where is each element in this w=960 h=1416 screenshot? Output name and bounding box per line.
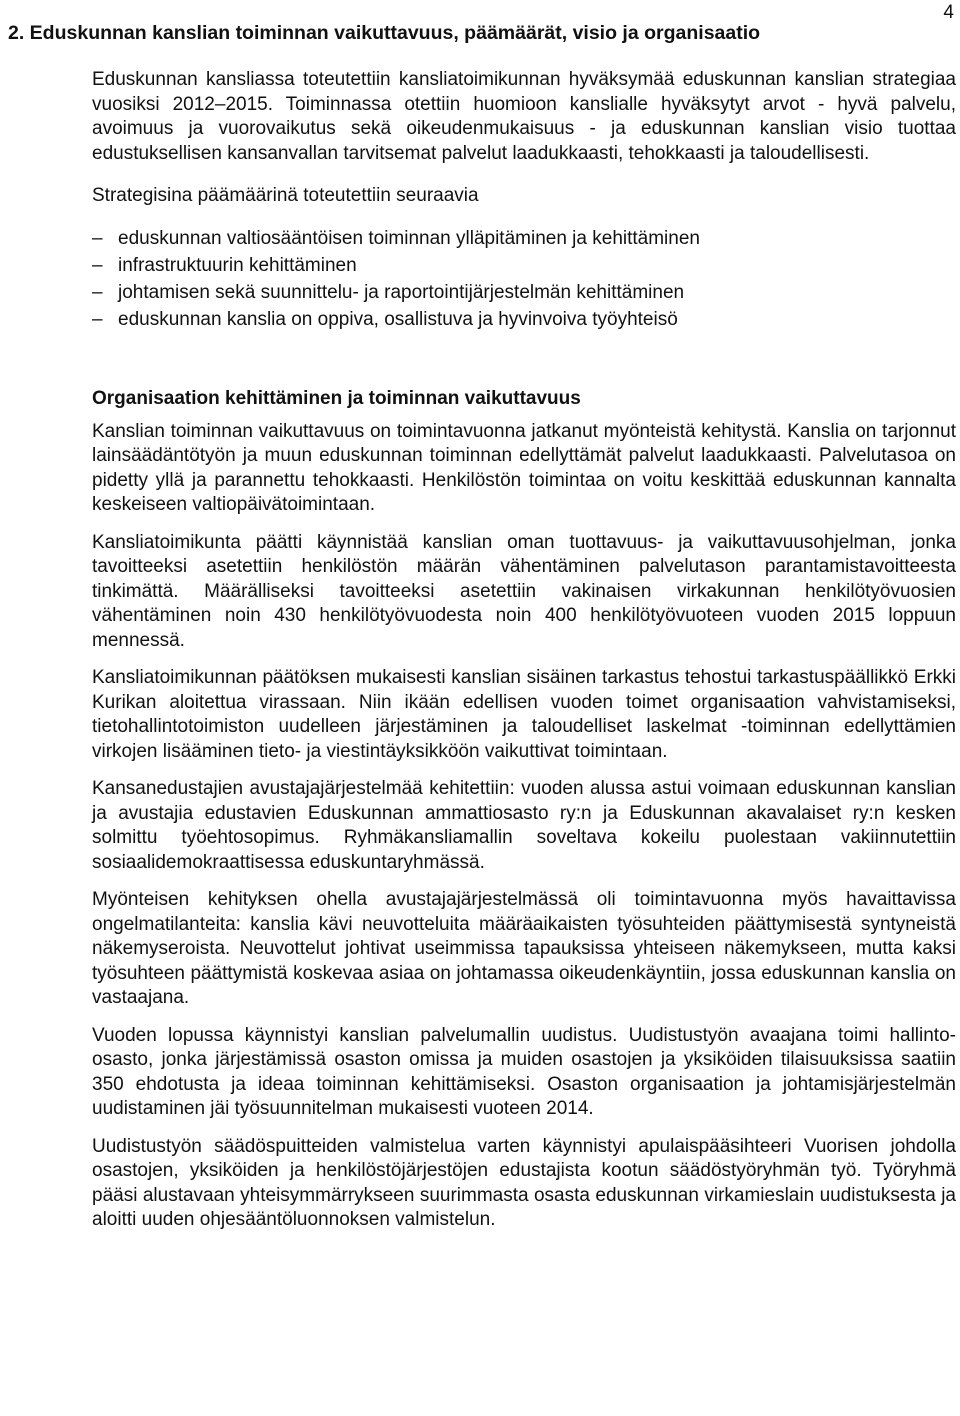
- list-item: [92, 279, 956, 306]
- list-item-text: eduskunnan valtiosääntöisen toiminnan ylläpitäminen ja kehittäminen: [118, 227, 700, 249]
- intro-paragraph: Eduskunnan kansliassa toteutettiin kansliatoimikunnan hyväksymää eduskunnan kanslian strategiaa vuosiksi 2012–2015. Toiminnassa otettiin huomioon kanslialle hyväksytyt arvot - hyvä palvelu, avoimuus ja vuorovaikutus sekä oikeudenmukaisuus - ja eduskunnan kanslian visio tuottaa edustuksellisen kansanvallan tarvitsemat palvelut laadukkaasti, tehokkaasti ja taloudellisesti.: [92, 69, 956, 164]
- list-item-text: johtamisen sekä suunnittelu- ja raportointijärjestelmän kehittäminen: [118, 281, 685, 303]
- body-paragraph: Kanslian toiminnan vaikuttavuus on toimintavuonna jatkanut myönteistä kehitystä. Kanslia on tarjonnut lainsäädäntötyön ja muun eduskunnan toiminnan edellyttämät palvelut laadukkaasti. Palvelutasoa on pidetty yllä ja parannettu tehokkaasti. Henkilöstön toimintaa on voitu keskittää eduskunnan kannalta keskeiseen valtiopäivätoimintaan.: [92, 420, 956, 515]
- page-number: 4: [943, 2, 954, 23]
- dash-bullet: –: [92, 281, 103, 303]
- list-item: [92, 225, 956, 252]
- chapter-heading: 2. Eduskunnan kanslian toiminnan vaikuttavuus, päämäärät, visio ja organisaatio: [8, 22, 761, 44]
- body-paragraph: Kansliatoimikunta päätti käynnistää kanslian oman tuottavuus- ja vaikuttavuusohjelman, jonka tavoitteeksi asetettiin henkilöstön määrän vähentäminen palvelutason parantamistavoitteesta tinkimättä. Määrälliseksi tavoitteeksi asetettiin vakinaisen virkakunnan henkilötyövuosien vähentäminen noin 430 henkilötyövuodesta noin 400 henkilötyövuoteen vuoden 2015 loppuun mennessä.: [92, 531, 956, 651]
- body-paragraph: Myönteisen kehityksen ohella avustajajärjestelmässä oli toimintavuonna myös havaittavissa ongelmatilanteita: kanslia kävi neuvotteluita määräaikaisten työsuhteiden päättymisestä syntyneistä näkemyseroista. Neuvottelut johtivat useimmissa tapauksissa yhteiseen näkemykseen, mutta kaksi työsuhteen päättymistä koskevaa asiaa on johtamassa oikeudenkäyntiin, jossa eduskunnan kanslia on vastaajana.: [92, 889, 956, 1008]
- dash-bullet: –: [92, 308, 103, 330]
- dash-bullet: –: [92, 227, 103, 249]
- goals-list: [92, 225, 956, 333]
- goals-intro: Strategisina päämäärinä toteutettiin seuraavia: [92, 185, 479, 206]
- list-item: [92, 306, 956, 333]
- body-paragraph: Kansliatoimikunnan päätöksen mukaisesti kanslian sisäinen tarkastus tehostui tarkastuspäällikkö Erkki Kurikan aloitettua virassaan. Niin ikään edellisen vuoden toimet organisaation vahvistamiseksi, tietohallintotoimiston uudelleen järjestäminen ja taloudelliset laskelmat -toiminnan edellyttämien virkojen lisääminen tieto- ja viestintäyksikköön vaikuttivat toimintaan.: [92, 667, 956, 762]
- list-item-text: eduskunnan kanslia on oppiva, osallistuva ja hyvinvoiva työyhteisö: [118, 308, 678, 330]
- dash-bullet: –: [92, 254, 103, 276]
- list-item: [92, 252, 956, 279]
- list-item-text: infrastruktuurin kehittäminen: [118, 254, 357, 276]
- body-paragraph: Vuoden lopussa käynnistyi kanslian palvelumallin uudistus. Uudistustyön avaajana toimi hallinto-osasto, jonka järjestämissä osaston omissa ja muiden osastojen ja yksiköiden tilaisuuksissa saatiin 350 ehdotusta ja ideaa toiminnan kehittämiseksi. Osaston organisaation ja johtamisjärjestelmän uudistaminen jäi työsuunnitelman mukaisesti vuoteen 2014.: [92, 1024, 956, 1119]
- section-heading: Organisaation kehittäminen ja toiminnan vaikuttavuus: [92, 387, 581, 409]
- body-paragraph: Kansanedustajien avustajajärjestelmää kehitettiin: vuoden alussa astui voimaan eduskunnan kanslian ja avustajia edustavien Eduskunnan ammattiosasto ry:n ja Eduskunnan akavalaiset ry:n kesken solmittu työehtosopimus. Ryhmäkansliamallin soveltava kokeilu puolestaan vakiinnutettiin sosiaalidemokraattisessa eduskuntaryhmässä.: [92, 778, 956, 873]
- body-paragraph: Uudistustyön säädöspuitteiden valmistelua varten käynnistyi apulaispääsihteeri Vuorisen johdolla osastojen, yksiköiden ja henkilöstöjärjestöjen edustajista kootun säädöstyöryhmän työ. Työryhmä pääsi alustavaan yhteisymmärrykseen suurimmasta osasta eduskunnan virkamieslain uudistuksesta ja aloitti uuden ohjesääntöluonnoksen valmistelun.: [92, 1135, 956, 1230]
- document-body: [92, 68, 956, 1246]
